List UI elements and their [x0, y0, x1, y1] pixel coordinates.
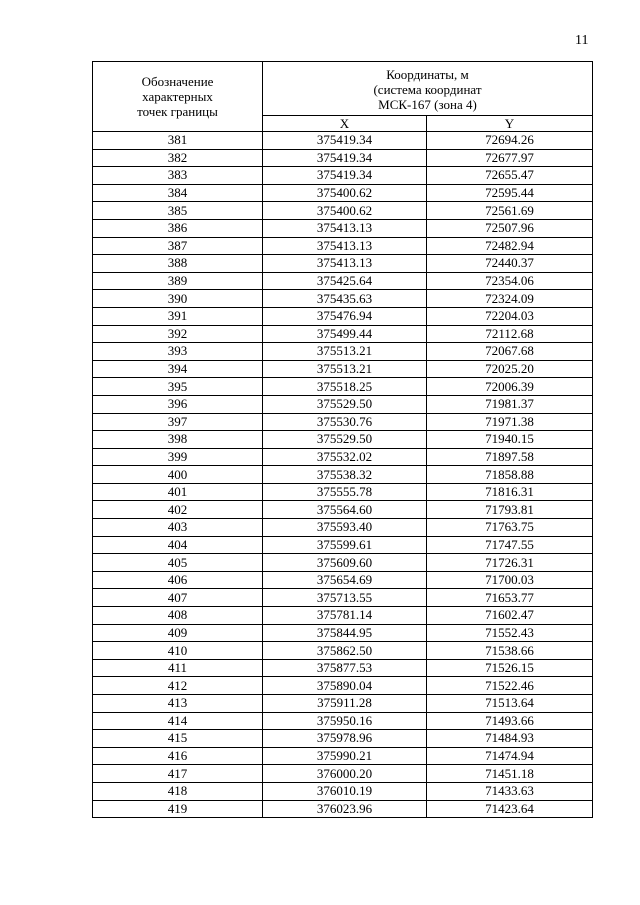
point-number-cell: 387 [93, 237, 263, 255]
x-coordinate-cell: 375593.40 [263, 519, 427, 537]
table-row [93, 659, 593, 677]
coordinates-table [92, 61, 593, 818]
x-coordinate-cell: 375532.02 [263, 448, 427, 466]
x-coordinate-cell: 375513.21 [263, 343, 427, 361]
point-number-cell: 419 [93, 800, 263, 818]
y-coordinate-cell: 71940.15 [427, 431, 593, 449]
y-coordinate-cell: 72694.26 [427, 132, 593, 150]
y-coordinate-cell: 72482.94 [427, 237, 593, 255]
x-coordinate-cell: 375890.04 [263, 677, 427, 695]
table-row [93, 448, 593, 466]
x-coordinate-cell: 375419.34 [263, 149, 427, 167]
y-coordinate-cell: 71793.81 [427, 501, 593, 519]
point-number-cell: 392 [93, 325, 263, 343]
point-number-cell: 393 [93, 343, 263, 361]
x-coordinate-cell: 375419.34 [263, 167, 427, 185]
y-coordinate-cell: 72561.69 [427, 202, 593, 220]
point-number-cell: 418 [93, 782, 263, 800]
point-number-cell: 391 [93, 307, 263, 325]
point-designation-header [93, 62, 263, 132]
table-row [93, 466, 593, 484]
y-coordinate-cell: 71763.75 [427, 519, 593, 537]
y-coordinate-cell: 72204.03 [427, 307, 593, 325]
y-coordinate-cell: 71981.37 [427, 395, 593, 413]
y-coordinate-cell: 71526.15 [427, 659, 593, 677]
x-coordinate-cell: 375530.76 [263, 413, 427, 431]
coords-header-line: МСК-167 (зона 4) [378, 97, 477, 112]
point-number-cell: 417 [93, 765, 263, 783]
point-number-cell: 396 [93, 395, 263, 413]
x-coordinate-cell: 375862.50 [263, 642, 427, 660]
table-row [93, 519, 593, 537]
y-coordinate-cell: 71474.94 [427, 747, 593, 765]
table-row [93, 431, 593, 449]
table-row [93, 272, 593, 290]
table-row [93, 378, 593, 396]
table-row [93, 536, 593, 554]
point-number-cell: 388 [93, 255, 263, 273]
point-number-cell: 409 [93, 624, 263, 642]
table-row [93, 607, 593, 625]
table-row [93, 747, 593, 765]
point-number-cell: 408 [93, 607, 263, 625]
header-row-top [93, 62, 593, 116]
y-coordinate-cell: 71971.38 [427, 413, 593, 431]
table-row [93, 677, 593, 695]
x-coordinate-cell: 375513.21 [263, 360, 427, 378]
x-coordinate-cell: 375419.34 [263, 132, 427, 150]
point-number-cell: 386 [93, 219, 263, 237]
y-coordinate-cell: 71816.31 [427, 483, 593, 501]
point-number-cell: 410 [93, 642, 263, 660]
x-coordinate-cell: 375713.55 [263, 589, 427, 607]
point-number-cell: 400 [93, 466, 263, 484]
y-coordinate-cell: 72595.44 [427, 184, 593, 202]
table-row [93, 149, 593, 167]
point-number-cell: 398 [93, 431, 263, 449]
point-number-cell: 413 [93, 695, 263, 713]
table-row [93, 307, 593, 325]
x-coordinate-cell: 375609.60 [263, 554, 427, 572]
y-coordinate-cell: 71700.03 [427, 571, 593, 589]
point-number-cell: 384 [93, 184, 263, 202]
x-coordinate-cell: 376000.20 [263, 765, 427, 783]
table-row [93, 554, 593, 572]
table-row [93, 695, 593, 713]
x-coordinate-cell: 375538.32 [263, 466, 427, 484]
y-coordinate-cell: 71897.58 [427, 448, 593, 466]
x-coordinate-cell: 375877.53 [263, 659, 427, 677]
table-body [93, 132, 593, 818]
y-coordinate-cell: 72025.20 [427, 360, 593, 378]
point-number-cell: 381 [93, 132, 263, 150]
page-number: 11 [575, 33, 589, 48]
x-coordinate-cell: 375781.14 [263, 607, 427, 625]
x-coordinate-cell: 375564.60 [263, 501, 427, 519]
y-coordinate-cell: 71747.55 [427, 536, 593, 554]
table-row [93, 501, 593, 519]
x-coordinate-cell: 375950.16 [263, 712, 427, 730]
table-row [93, 571, 593, 589]
x-coordinate-cell: 376023.96 [263, 800, 427, 818]
point-number-cell: 394 [93, 360, 263, 378]
x-coordinate-cell: 375425.64 [263, 272, 427, 290]
point-number-cell: 403 [93, 519, 263, 537]
y-coordinate-cell: 71653.77 [427, 589, 593, 607]
y-coordinate-cell: 72112.68 [427, 325, 593, 343]
x-coordinate-cell: 375555.78 [263, 483, 427, 501]
y-coordinate-cell: 71493.66 [427, 712, 593, 730]
x-coordinate-cell: 375654.69 [263, 571, 427, 589]
y-coordinate-cell: 72655.47 [427, 167, 593, 185]
y-coordinate-cell: 72006.39 [427, 378, 593, 396]
y-coordinate-cell: 72677.97 [427, 149, 593, 167]
x-coordinate-cell: 375400.62 [263, 184, 427, 202]
y-coordinate-cell: 72067.68 [427, 343, 593, 361]
x-coordinate-cell: 375476.94 [263, 307, 427, 325]
coords-header-line: (система координат [373, 82, 482, 97]
x-coordinate-cell: 375911.28 [263, 695, 427, 713]
y-coordinate-cell: 72507.96 [427, 219, 593, 237]
table-row [93, 184, 593, 202]
table-row [93, 325, 593, 343]
x-coordinate-cell: 375599.61 [263, 536, 427, 554]
coords-header-line: Координаты, м [386, 67, 469, 82]
table-row [93, 730, 593, 748]
table-row [93, 202, 593, 220]
y-coordinate-cell: 72440.37 [427, 255, 593, 273]
table-row [93, 483, 593, 501]
y-coordinate-cell: 71451.18 [427, 765, 593, 783]
table-row [93, 290, 593, 308]
y-coordinate-cell: 72354.06 [427, 272, 593, 290]
table-row [93, 589, 593, 607]
point-number-cell: 416 [93, 747, 263, 765]
table-header [93, 62, 593, 132]
table-row [93, 237, 593, 255]
point-number-cell: 411 [93, 659, 263, 677]
point-number-cell: 383 [93, 167, 263, 185]
y-coordinate-cell: 71522.46 [427, 677, 593, 695]
x-coordinate-cell: 375990.21 [263, 747, 427, 765]
point-number-cell: 404 [93, 536, 263, 554]
x-coordinate-cell: 375529.50 [263, 431, 427, 449]
point-header-line: характерных [142, 89, 213, 104]
point-number-cell: 412 [93, 677, 263, 695]
y-coordinate-cell: 71552.43 [427, 624, 593, 642]
table-row [93, 642, 593, 660]
x-coordinate-cell: 375400.62 [263, 202, 427, 220]
y-coordinate-cell: 71513.64 [427, 695, 593, 713]
point-header-line: точек границы [137, 104, 218, 119]
x-coordinate-cell: 375844.95 [263, 624, 427, 642]
point-number-cell: 415 [93, 730, 263, 748]
x-coordinate-cell: 375499.44 [263, 325, 427, 343]
point-number-cell: 382 [93, 149, 263, 167]
table-row [93, 712, 593, 730]
table-row [93, 395, 593, 413]
point-number-cell: 389 [93, 272, 263, 290]
y-coordinate-cell: 71433.63 [427, 782, 593, 800]
x-coordinate-cell: 375435.63 [263, 290, 427, 308]
point-number-cell: 402 [93, 501, 263, 519]
y-column-header: Y [427, 116, 593, 132]
x-coordinate-cell: 375413.13 [263, 219, 427, 237]
y-coordinate-cell: 72324.09 [427, 290, 593, 308]
y-coordinate-cell: 71484.93 [427, 730, 593, 748]
point-number-cell: 401 [93, 483, 263, 501]
table-row [93, 360, 593, 378]
point-number-cell: 399 [93, 448, 263, 466]
y-coordinate-cell: 71538.66 [427, 642, 593, 660]
table-row [93, 132, 593, 150]
table-row [93, 167, 593, 185]
point-number-cell: 407 [93, 589, 263, 607]
x-coordinate-cell: 375518.25 [263, 378, 427, 396]
point-number-cell: 414 [93, 712, 263, 730]
y-coordinate-cell: 71602.47 [427, 607, 593, 625]
table-row [93, 343, 593, 361]
coordinates-header [263, 62, 593, 116]
table-row [93, 219, 593, 237]
y-coordinate-cell: 71858.88 [427, 466, 593, 484]
y-coordinate-cell: 71726.31 [427, 554, 593, 572]
table-row [93, 413, 593, 431]
table-row [93, 782, 593, 800]
x-coordinate-cell: 376010.19 [263, 782, 427, 800]
point-number-cell: 405 [93, 554, 263, 572]
x-coordinate-cell: 375413.13 [263, 237, 427, 255]
point-number-cell: 397 [93, 413, 263, 431]
table-row [93, 800, 593, 818]
table-row [93, 765, 593, 783]
x-coordinate-cell: 375978.96 [263, 730, 427, 748]
x-coordinate-cell: 375529.50 [263, 395, 427, 413]
y-coordinate-cell: 71423.64 [427, 800, 593, 818]
table-row [93, 624, 593, 642]
point-number-cell: 385 [93, 202, 263, 220]
point-number-cell: 390 [93, 290, 263, 308]
point-number-cell: 395 [93, 378, 263, 396]
point-number-cell: 406 [93, 571, 263, 589]
point-header-line: Обозначение [141, 74, 214, 89]
table-row [93, 255, 593, 273]
x-column-header: X [263, 116, 427, 132]
x-coordinate-cell: 375413.13 [263, 255, 427, 273]
